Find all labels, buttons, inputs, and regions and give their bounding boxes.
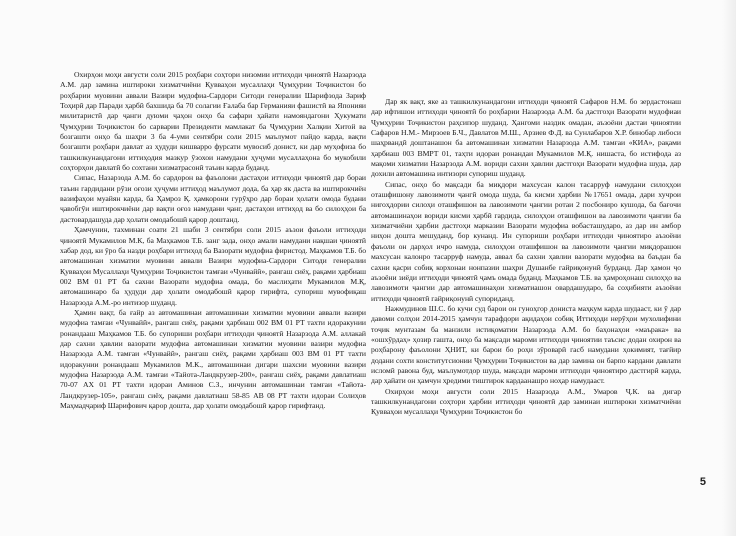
paragraph: Сипас, онҳо бо мақсади ба миқдори махсусан калон тасарруф намудани силоҳҳои оташфишону лавозимоти ҷангӣ омода шуда, ба кисми ҳарбии №17651 омада, дари хучрои нигоҳдории силоҳи оташфишон ва лавозимоти ҷангии ротаи 2 посбониро кушода, ба бағочи автомашинаҳои вориди кисми ҳарбӣ гардида, силоҳҳои оташфишон ва лавозимоти ҷангии ба хизматчиёни ҳарбии дастгоҳи марказии Вазорати мудофиа вобасташударо, аз дар ин амбор ниҳон дошта мешуданд, бор кунанд. Ин супориши роҳбари иттиҳоди ҷиноятиро аъзоёни фаъоли он дарҳол ичро намуда, силоҳҳои оташфишон ва лавозимоти ҷангии миқдорашон махсусан калонро тасарруф намуда, аввал ба сахни ҳавлии вазорати мудофиа ва баъдан ба сахни қасри собиқ корхонаи нонпазии шаҳри Душанбе гайриқонунӣ бурданд. Дар ҳамон ҷо аъзоёни зиёди иттиҳоди ҷиноятӣ ҷамъ омада буданд. Маҳкамов Т.Б. ва ҳамроҳонаш силоҳҳо ва лавозимоти ҷангии дар автомашинаҳои хизматиашон овардашударо, ба соҳибияти аъзоёни иттиҳоди ҷиноятӣ гайриқонунӣ супориданд. [371, 179, 681, 303]
paragraph: Охирҳои моҳи августи соли 2015 роҳбари соҳтори низомии иттиҳоди ҷиноятӣ Назарзода А.М. дар замина иштироки хизматчиёни Қувваҳои мусаллаҳи Ҷумҳурии Тоҷикистон бо роҳбарии муовини аввали Вазири мудофиа-Сардори Ситоди генералии Шарифзода Зариф Тоҳирӣ дар Паради ҳарбӣ бахшида ба 70 солагии Ғалаба бар Германияи фашистӣ ва Японияи милитаристӣ дар ҷанги дуюми ҷаҳон онҳо ба сафари ҳайати намояндагони Ҳукумати Ҷумҳурии Тоҷикистон бо сарварии Президенти мамлакат ба Ҷумҳурии Халқии Хитой ва бозгашти онҳо ба шаҳри 3 ба 4-уми сентябри соли 2015 маълумот пайдо карда, вақти бозгашти роҳбари давлат аз ҳудуди кишварро фурсати мувосиб донист, ки дар муҳофиза бо ташкилкунандагони иттиҳодия мазкур ӯзохои намудани ҳуҷуми мусаллаҳона бо мукобили соҳторҳои давлатӣ бо сохтани хизматрасонӣ таъин карда буданд. [60, 70, 366, 173]
paragraph: Дар як вақт, яке аз ташкилкунандагони иттиҳоди ҷиноятӣ Сафаров Н.М. бо зердастонаш дар ифтишои иттиҳоди ҷиноятӣ бо роҳбарии Назарзода А.М. ба дастгоҳи Вазорати мудофиаи Ҷумҳурии Тоҷикистон раҳсипор шуданд. Ҳангоми наздик омадан, аъзоёни дастаи ҷиноятии Сафаров Н.М.- Мирзоев Б.Ч., Давлатов М.Ш., Арзиев Ф.Д. ва Сунлабаров Х.Р. бинобар либоси шаҳрвандӣ доштанашон ба автомашинаи хизматии Назарзода А.М. тамғаи «КИА», рақами ҳарбиаш 003 ВМРТ 01, таҳти идораи ронандаи Мукамилов М.Қ. нишаста, бо истифода аз мақоми хизматии Назарзода А.М. вориди сахни ҳавлии дастгоҳи Вазорати мудофиа шуда, дар дохили автомашина интизори супориш шуданд. [371, 97, 681, 179]
right-column [371, 97, 681, 418]
paragraph: Нажмудинов Ш.С. бо кучи суд барои он гуноҳгор дониста маҳкум карда шудааст, ки ӯ дар давоми солҳои 2014-2015 ҳамчун тарафдори ақидаҳои собиқ Иттиҳоди нерӯҳои мухолифини тоҷик мунтазам ба манзили истиқоматии Назарзода А.М. бо баҳонаҳои «маърака» ва «ошхӯрдаҳ» ҳозир гашта, онҳо ба мақсади мароми иттиҳоди ҷиноятии таъсис додан охирон ва роҳбарону фаъолони ҲНИТ, ки барои бо роҳи зӯроварӣ гасб намудани ҳокимият, тағйир додани сохти конститутсионии Ҷумҳурии Тоҷикистон ва дар замина он барпо кардани давлати исломӣ равона буд, маълумотдор шуда, мақсади мароми иттиҳоди ҷиноятиро дастгирӣ карда, дар ҳайати он ҳамчун ҳредими тиштирок кардаанашро ноҳар намудааст. [371, 303, 681, 386]
paragraph: Сипас, Назарзода А.М. бо сардорон ва фаъолони дастаҳои иттиҳоди ҷиноятӣ дар бораи таъин гардидани рӯзи оғози ҳуҷуми иттиҳод маълумот дода, ба ҳар як даста ва иштирокчиён вазифаҳои муайян карда, ба Ҳамроз Қ. ҳамкорони гурӯҳро дар бораи ҳолати омода будани ҷавобгӯи иштирокчиёни дар вақти оғоз намудани ҷанг, дастаҳои иттиҳод ва бо силоҳҳои ба дастовардашуда дар ҳолати омодабошӣ қарор доштанд. [60, 173, 366, 224]
page-number: 5 [699, 476, 706, 488]
paragraph: Ҳамин вақт, ба ғайр аз автомашинаи автомашинаи хизматии муовини аввали вазири мудофиа тамғаи «Чунвайӣ», рангаш сиёҳ, рақами ҳарбиаш 002 ВМ 01 РТ тахти идоракунии ронандааш Маҳкамов Т.Б. бо супориши роҳбари иттиҳоди ҷиноятӣ Назарзода А.М. аллакай дар сахни ҳавлии вазорати мудофиа автомашинаи хизматии муовини вазири мудофиа Назарзода А.М. тамғаи «Чунвайӣ», рангаш сиёҳ, рақами ҳарбиаш 003 ВМ 01 РТ тахти идоракунии ронандааш Мукамилов М.К., автомашинаи дигари шахсии муовини вазири мудофиа Назарзода А.М. тамғаи «Тайота-Ландкрузер-200», рангаш сиёҳ, рақами давлатиаш 70-07 АХ 01 РТ тахти идораи Аминов С.З., инчунин автомашинаи тамғаи «Тайота-Ландкрузер-105», рангаш сиёҳ, рақами давлатиаш 58-85 АВ 08 РТ тахти идораи Солиҳов Маҳмадҷариф Шарифович қарор дошта, дар ҳолати омодабошӣ қарор гирифтанд. [60, 307, 366, 410]
scan-edge [722, 0, 736, 536]
left-column [60, 70, 366, 411]
paragraph: Охирҳои моҳи августи соли 2015 Назарзода А.М., Умаров Ҷ.К. ва дигар ташкилкунандагони соҳтори ҳарбии иттиҳоди ҷиноятӣ дар заминаи иштироки хизматчиёни Қувваҳои мусаллаҳи Ҷумҳурии Тоҷикистон бо [371, 386, 681, 417]
paragraph: Ҳамчунин, тахминан соати 21 шаби 3 сентябри соли 2015 аъзои фаъоли иттиҳоди ҷиноятӣ Мукамилов М.К, ба Маҳкамов Т.Б. занг зада, онҳо амали намудани нақшаи ҷиноятӣ хабар дод, ки ӯро ба назди роҳбари иттиҳод ба Вазорати мудофиа фиристод. Маҳкамов Т.Б. бо автомашинаи хизматии муовини аввали Вазири мудофиа-Сардори Ситоди генералии Қувваҳои Мусаллаҳи Ҷумҳурии Тоҷикистон тамғаи «Чунвайӣ», рангаш сиёҳ, рақами ҳарбиаш 002 ВМ 01 РТ ба сахни Вазорати мудофиа омада, бо маслиҳати Мукамилов М.Қ, автомашинаро ба ҳудуди дар ҳолати омодабошӣ қарор гирифта, супориш мувофиқаш Назарзода А.М.-ро интизор шуданд. [60, 225, 366, 307]
